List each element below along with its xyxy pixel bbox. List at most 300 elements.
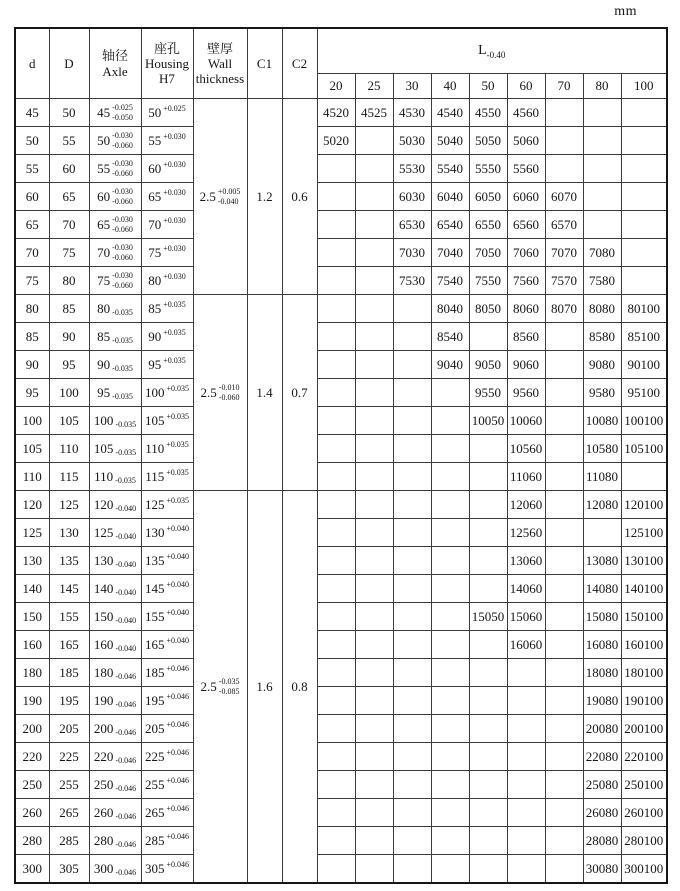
cell-axle-wrap: [97, 131, 133, 149]
cell-part-number: [621, 575, 667, 603]
cell-D: [49, 547, 89, 575]
cell-part-number-value: 300100: [624, 860, 664, 876]
cell-wall-thickness-tolerance: [219, 383, 240, 401]
cell-part-number-value: 10560: [509, 440, 543, 456]
cell-part-number: [621, 211, 667, 239]
cell-part-number-value: 190100: [624, 692, 664, 708]
cell-part-number: [469, 827, 507, 855]
cell-part-number: [545, 519, 583, 547]
cell-axle-wrap: [94, 469, 136, 485]
cell-housing: [141, 183, 193, 211]
cell-D-value: 125: [59, 496, 79, 512]
cell-axle-nominal: 150: [93, 608, 114, 624]
cell-d: [15, 715, 49, 743]
cell-part-number-value: 8050: [475, 300, 501, 316]
cell-part-number-value: 220100: [624, 748, 664, 764]
length-header-value: 25: [367, 78, 381, 93]
cell-part-number-value: 5050: [475, 132, 501, 148]
cell-axle-tolerance-upper: -0.030: [112, 271, 133, 281]
cell-part-number: [431, 295, 469, 323]
length-header-value: 80: [595, 78, 609, 93]
cell-housing-tolerance: [163, 356, 186, 365]
cell-part-number: [545, 239, 583, 267]
cell-housing-tolerance-upper: +0.046: [166, 831, 189, 841]
cell-axle-tolerance: [115, 672, 136, 681]
cell-part-number-value: 9060: [513, 356, 539, 372]
cell-part-number: [507, 99, 545, 127]
cell-axle: [89, 267, 141, 295]
cell-housing-tolerance-upper: +0.046: [166, 719, 189, 729]
cell-part-number-value: 30080: [585, 860, 619, 876]
cell-axle-wrap: [97, 187, 133, 205]
cell-D: [49, 323, 89, 351]
table-row: [15, 351, 667, 379]
cell-axle: [89, 463, 141, 491]
cell-housing: [141, 519, 193, 547]
cell-part-number: [545, 855, 583, 884]
cell-axle-tolerance: [112, 131, 133, 149]
cell-part-number: [431, 743, 469, 771]
cell-part-number-value: 16080: [585, 636, 619, 652]
cell-part-number: [317, 519, 355, 547]
cell-d-value: 200: [22, 720, 42, 736]
cell-part-number: [355, 771, 393, 799]
cell-housing-tolerance: [166, 524, 189, 533]
cell-c2: [282, 295, 317, 491]
cell-part-number: [507, 211, 545, 239]
cell-part-number-value: 6030: [399, 188, 425, 204]
cell-axle-tolerance-lower: -0.040: [115, 503, 137, 513]
cell-d-value: 100: [22, 412, 42, 428]
cell-D-value: 55: [62, 132, 76, 148]
cell-wall-thickness-tolerance-upper: +0.005: [217, 187, 241, 197]
cell-housing-tolerance: [166, 804, 189, 813]
cell-D-value: 185: [59, 664, 79, 680]
cell-part-number: [545, 323, 583, 351]
cell-housing-wrap: [145, 525, 189, 541]
cell-part-number: [431, 715, 469, 743]
length-header: [507, 74, 545, 99]
cell-D-value: 265: [59, 804, 79, 820]
cell-part-number-value: 7530: [399, 272, 425, 288]
table-row: [15, 435, 667, 463]
cell-axle-wrap: [97, 357, 133, 373]
cell-axle-tolerance-lower: -0.060: [112, 140, 133, 150]
cell-housing-wrap: [145, 861, 189, 877]
c2-label: C2: [291, 55, 308, 71]
cell-axle-tolerance: [112, 336, 133, 345]
cell-d-value: 75: [25, 272, 39, 288]
cell-D: [49, 435, 89, 463]
cell-part-number: [469, 519, 507, 547]
cell-part-number: [545, 827, 583, 855]
cell-axle-tolerance-upper: -0.030: [112, 187, 133, 197]
cell-part-number: [545, 659, 583, 687]
cell-housing-nominal: 155: [144, 608, 165, 624]
cell-part-number-value: 140100: [624, 580, 664, 596]
cell-part-number: [507, 351, 545, 379]
cell-D-value: 165: [59, 636, 79, 652]
cell-part-number-value: 20080: [585, 720, 619, 736]
table-row: [15, 771, 667, 799]
cell-part-number: [583, 519, 621, 547]
table-row: [15, 743, 667, 771]
cell-D: [49, 715, 89, 743]
cell-part-number: [621, 631, 667, 659]
cell-part-number: [469, 155, 507, 183]
cell-part-number: [621, 463, 667, 491]
cell-d-value: 55: [25, 160, 39, 176]
cell-axle-wrap: [94, 861, 136, 877]
table-row: [15, 183, 667, 211]
table-row: [15, 799, 667, 827]
cell-part-number: [431, 127, 469, 155]
cell-part-number-value: 13080: [585, 552, 619, 568]
cell-part-number: [583, 743, 621, 771]
cell-part-number: [583, 407, 621, 435]
cell-part-number-value: 6530: [399, 216, 425, 232]
cell-axle-tolerance-lower: -0.060: [112, 280, 133, 290]
cell-wall-thickness-tolerance-upper: -0.010: [218, 383, 240, 393]
cell-axle-tolerance-lower: -0.035: [112, 307, 133, 317]
cell-d: [15, 799, 49, 827]
cell-part-number: [621, 687, 667, 715]
cell-housing-wrap: [148, 329, 186, 345]
length-header-value: 100: [634, 78, 654, 93]
cell-part-number: [469, 603, 507, 631]
cell-axle-tolerance-lower: -0.046: [115, 811, 137, 821]
cell-d-value: 220: [22, 748, 42, 764]
cell-part-number: [545, 631, 583, 659]
cell-part-number: [507, 855, 545, 884]
cell-part-number: [507, 295, 545, 323]
cell-housing-tolerance: [163, 188, 186, 197]
cell-part-number-value: 5530: [399, 160, 425, 176]
cell-axle-wrap: [94, 805, 136, 821]
cell-part-number: [583, 295, 621, 323]
cell-D: [49, 155, 89, 183]
cell-c2-value: 0.6: [291, 188, 308, 204]
cell-housing-nominal: 145: [144, 580, 165, 596]
cell-housing: [141, 575, 193, 603]
cell-axle-tolerance-lower: -0.046: [115, 727, 137, 737]
cell-part-number: [393, 407, 431, 435]
cell-part-number: [621, 239, 667, 267]
cell-part-number: [621, 407, 667, 435]
cell-housing-nominal: 90: [148, 328, 162, 344]
cell-d: [15, 379, 49, 407]
cell-part-number-value: 9080: [589, 356, 615, 372]
cell-part-number: [583, 463, 621, 491]
housing-label-en: Housing: [144, 55, 190, 71]
cell-D: [49, 407, 89, 435]
cell-axle-tolerance-lower: -0.040: [115, 531, 137, 541]
length-header-value: 20: [329, 78, 343, 93]
cell-part-number: [317, 659, 355, 687]
cell-d: [15, 211, 49, 239]
table-row: [15, 715, 667, 743]
cell-part-number: [431, 435, 469, 463]
cell-c1-value: 1.2: [256, 188, 273, 204]
cell-part-number: [317, 547, 355, 575]
cell-D: [49, 183, 89, 211]
cell-part-number: [507, 435, 545, 463]
cell-wall-thickness-wrap: [200, 187, 241, 205]
cell-housing-wrap: [148, 133, 186, 149]
cell-part-number-value: 7550: [475, 272, 501, 288]
cell-part-number: [621, 659, 667, 687]
cell-wall-thickness-nominal: 2.5: [200, 384, 217, 400]
cell-housing: [141, 743, 193, 771]
cell-housing-tolerance-upper: +0.035: [166, 495, 189, 505]
cell-axle-wrap: [94, 553, 136, 569]
cell-housing: [141, 351, 193, 379]
cell-housing-wrap: [145, 665, 189, 681]
cell-d: [15, 743, 49, 771]
cell-axle-wrap: [94, 525, 136, 541]
cell-housing: [141, 491, 193, 519]
cell-part-number: [393, 239, 431, 267]
cell-axle-tolerance-upper: -0.030: [112, 243, 133, 253]
cell-part-number: [355, 127, 393, 155]
cell-housing: [141, 659, 193, 687]
cell-part-number: [393, 519, 431, 547]
cell-housing: [141, 407, 193, 435]
cell-d-value: 130: [22, 552, 42, 568]
cell-axle-nominal: 260: [93, 804, 114, 820]
length-header-value: 30: [405, 78, 419, 93]
cell-housing-nominal: 60: [148, 160, 162, 176]
cell-part-number: [621, 491, 667, 519]
cell-part-number-value: 8540: [437, 328, 463, 344]
cell-axle-tolerance: [115, 448, 136, 457]
cell-axle-nominal: 90: [97, 356, 111, 372]
cell-part-number: [393, 463, 431, 491]
cell-part-number: [355, 295, 393, 323]
cell-part-number: [545, 575, 583, 603]
cell-part-number: [583, 855, 621, 884]
cell-wall-thickness-tolerance: [218, 187, 241, 205]
cell-part-number-value: 12060: [509, 496, 543, 512]
cell-d: [15, 659, 49, 687]
length-header-value: 70: [557, 78, 571, 93]
cell-part-number: [469, 267, 507, 295]
cell-axle-tolerance-lower: -0.035: [112, 363, 133, 373]
cell-housing-nominal: 115: [145, 468, 165, 484]
cell-c2: [282, 99, 317, 295]
cell-housing-wrap: [145, 609, 189, 625]
cell-D: [49, 519, 89, 547]
cell-part-number: [621, 379, 667, 407]
cell-part-number: [583, 687, 621, 715]
cell-D: [49, 127, 89, 155]
cell-axle: [89, 211, 141, 239]
cell-wall-thickness-wrap: [201, 383, 240, 401]
cell-part-number: [431, 267, 469, 295]
cell-axle: [89, 659, 141, 687]
cell-housing-tolerance: [163, 272, 186, 281]
cell-housing: [141, 435, 193, 463]
cell-D: [49, 295, 89, 323]
cell-part-number: [469, 435, 507, 463]
length-header: [393, 74, 431, 99]
cell-part-number: [393, 603, 431, 631]
cell-axle-tolerance-lower: -0.035: [112, 335, 133, 345]
cell-part-number: [317, 771, 355, 799]
cell-axle-tolerance-upper: -0.030: [112, 159, 133, 169]
cell-d-value: 150: [22, 608, 42, 624]
cell-part-number: [393, 99, 431, 127]
cell-D-value: 50: [62, 104, 76, 120]
cell-axle-nominal: 160: [93, 636, 114, 652]
cell-part-number: [393, 295, 431, 323]
cell-c1: [247, 99, 282, 295]
cell-d-value: 160: [22, 636, 42, 652]
cell-part-number: [355, 631, 393, 659]
cell-part-number: [355, 267, 393, 295]
wall-label-zh: 壁厚: [206, 40, 233, 56]
col-header-D: [49, 28, 89, 99]
cell-axle-wrap: [94, 721, 136, 737]
cell-part-number: [507, 519, 545, 547]
cell-part-number-value: 105100: [624, 440, 664, 456]
cell-axle-tolerance-lower: -0.040: [115, 587, 137, 597]
cell-part-number: [393, 799, 431, 827]
cell-part-number-value: 9580: [589, 384, 615, 400]
cell-axle-wrap: [97, 159, 133, 177]
cell-part-number: [507, 743, 545, 771]
table-row: [15, 127, 667, 155]
cell-part-number: [355, 687, 393, 715]
cell-axle-wrap: [94, 777, 136, 793]
cell-part-number: [355, 323, 393, 351]
cell-part-number-value: 9050: [475, 356, 501, 372]
cell-part-number: [355, 715, 393, 743]
cell-part-number: [545, 463, 583, 491]
cell-part-number: [393, 323, 431, 351]
cell-part-number: [469, 575, 507, 603]
cell-axle-tolerance-lower: -0.040: [115, 559, 137, 569]
cell-housing-nominal: 100: [144, 384, 165, 400]
cell-part-number: [431, 547, 469, 575]
cell-part-number: [431, 491, 469, 519]
cell-part-number: [469, 239, 507, 267]
cell-D: [49, 99, 89, 127]
cell-axle-nominal: 75: [97, 272, 111, 288]
cell-part-number-value: 7560: [513, 272, 539, 288]
cell-D-value: 225: [59, 748, 79, 764]
cell-housing-wrap: [148, 357, 186, 373]
cell-part-number-value: 80100: [627, 300, 660, 316]
cell-part-number: [317, 295, 355, 323]
cell-d-value: 125: [22, 524, 42, 540]
table-header: [15, 28, 667, 99]
cell-housing-nominal: 305: [144, 860, 165, 876]
cell-part-number: [393, 659, 431, 687]
cell-D: [49, 351, 89, 379]
cell-axle-wrap: [94, 441, 136, 457]
cell-part-number: [507, 631, 545, 659]
cell-housing-tolerance: [166, 664, 189, 673]
cell-part-number: [431, 155, 469, 183]
cell-axle-nominal: 180: [93, 664, 114, 680]
cell-housing-wrap: [148, 189, 186, 205]
cell-housing-wrap: [148, 161, 186, 177]
cell-axle-nominal: 300: [93, 860, 114, 876]
cell-part-number: [545, 295, 583, 323]
cell-axle-tolerance: [115, 840, 136, 849]
cell-part-number-value: 100100: [624, 412, 664, 428]
cell-axle-nominal: 140: [93, 580, 114, 596]
cell-D-value: 115: [59, 468, 79, 484]
cell-part-number: [393, 379, 431, 407]
cell-part-number: [583, 155, 621, 183]
cell-axle-wrap: [94, 749, 136, 765]
cell-part-number: [583, 575, 621, 603]
cell-D-value: 85: [62, 300, 76, 316]
cell-part-number: [355, 743, 393, 771]
cell-housing-tolerance: [163, 160, 186, 169]
cell-housing: [141, 127, 193, 155]
cell-d-value: 85: [25, 328, 39, 344]
cell-housing: [141, 295, 193, 323]
cell-housing-tolerance-upper: +0.030: [163, 243, 186, 253]
cell-housing-tolerance-upper: +0.046: [166, 859, 189, 869]
cell-c2-value: 0.7: [291, 384, 308, 400]
cell-D: [49, 771, 89, 799]
cell-housing-tolerance: [163, 300, 186, 309]
cell-part-number: [583, 351, 621, 379]
cell-housing-tolerance-upper: +0.030: [163, 159, 186, 169]
cell-part-number-value: 7050: [475, 244, 501, 260]
cell-housing-nominal: 105: [144, 412, 165, 428]
cell-part-number: [621, 547, 667, 575]
cell-part-number: [621, 435, 667, 463]
cell-housing-tolerance-upper: +0.046: [166, 803, 189, 813]
cell-axle-tolerance: [112, 159, 133, 177]
cell-part-number: [507, 659, 545, 687]
cell-axle-tolerance-lower: -0.035: [115, 419, 137, 429]
cell-d: [15, 827, 49, 855]
cell-part-number-value: 15060: [509, 608, 543, 624]
col-header-d-label: d: [29, 55, 36, 71]
cell-part-number: [621, 799, 667, 827]
cell-axle-tolerance: [115, 560, 136, 569]
cell-housing: [141, 463, 193, 491]
cell-housing: [141, 799, 193, 827]
cell-part-number: [317, 267, 355, 295]
cell-part-number: [355, 855, 393, 884]
cell-part-number: [355, 519, 393, 547]
cell-housing-tolerance-upper: +0.030: [163, 131, 186, 141]
cell-axle-tolerance-lower: -0.035: [115, 475, 136, 485]
cell-axle: [89, 827, 141, 855]
cell-part-number: [355, 799, 393, 827]
cell-part-number: [469, 687, 507, 715]
cell-part-number: [545, 127, 583, 155]
cell-part-number-value: 11060: [509, 468, 543, 484]
cell-d: [15, 407, 49, 435]
cell-axle-nominal: 70: [97, 244, 111, 260]
cell-housing-tolerance-upper: +0.046: [166, 775, 189, 785]
cell-part-number: [355, 99, 393, 127]
length-header: [355, 74, 393, 99]
cell-axle-nominal: 80: [97, 300, 111, 316]
cell-wall-thickness-tolerance-upper: -0.035: [218, 677, 240, 687]
cell-axle-wrap: [94, 693, 136, 709]
cell-housing-nominal: 110: [145, 440, 165, 456]
cell-axle: [89, 351, 141, 379]
